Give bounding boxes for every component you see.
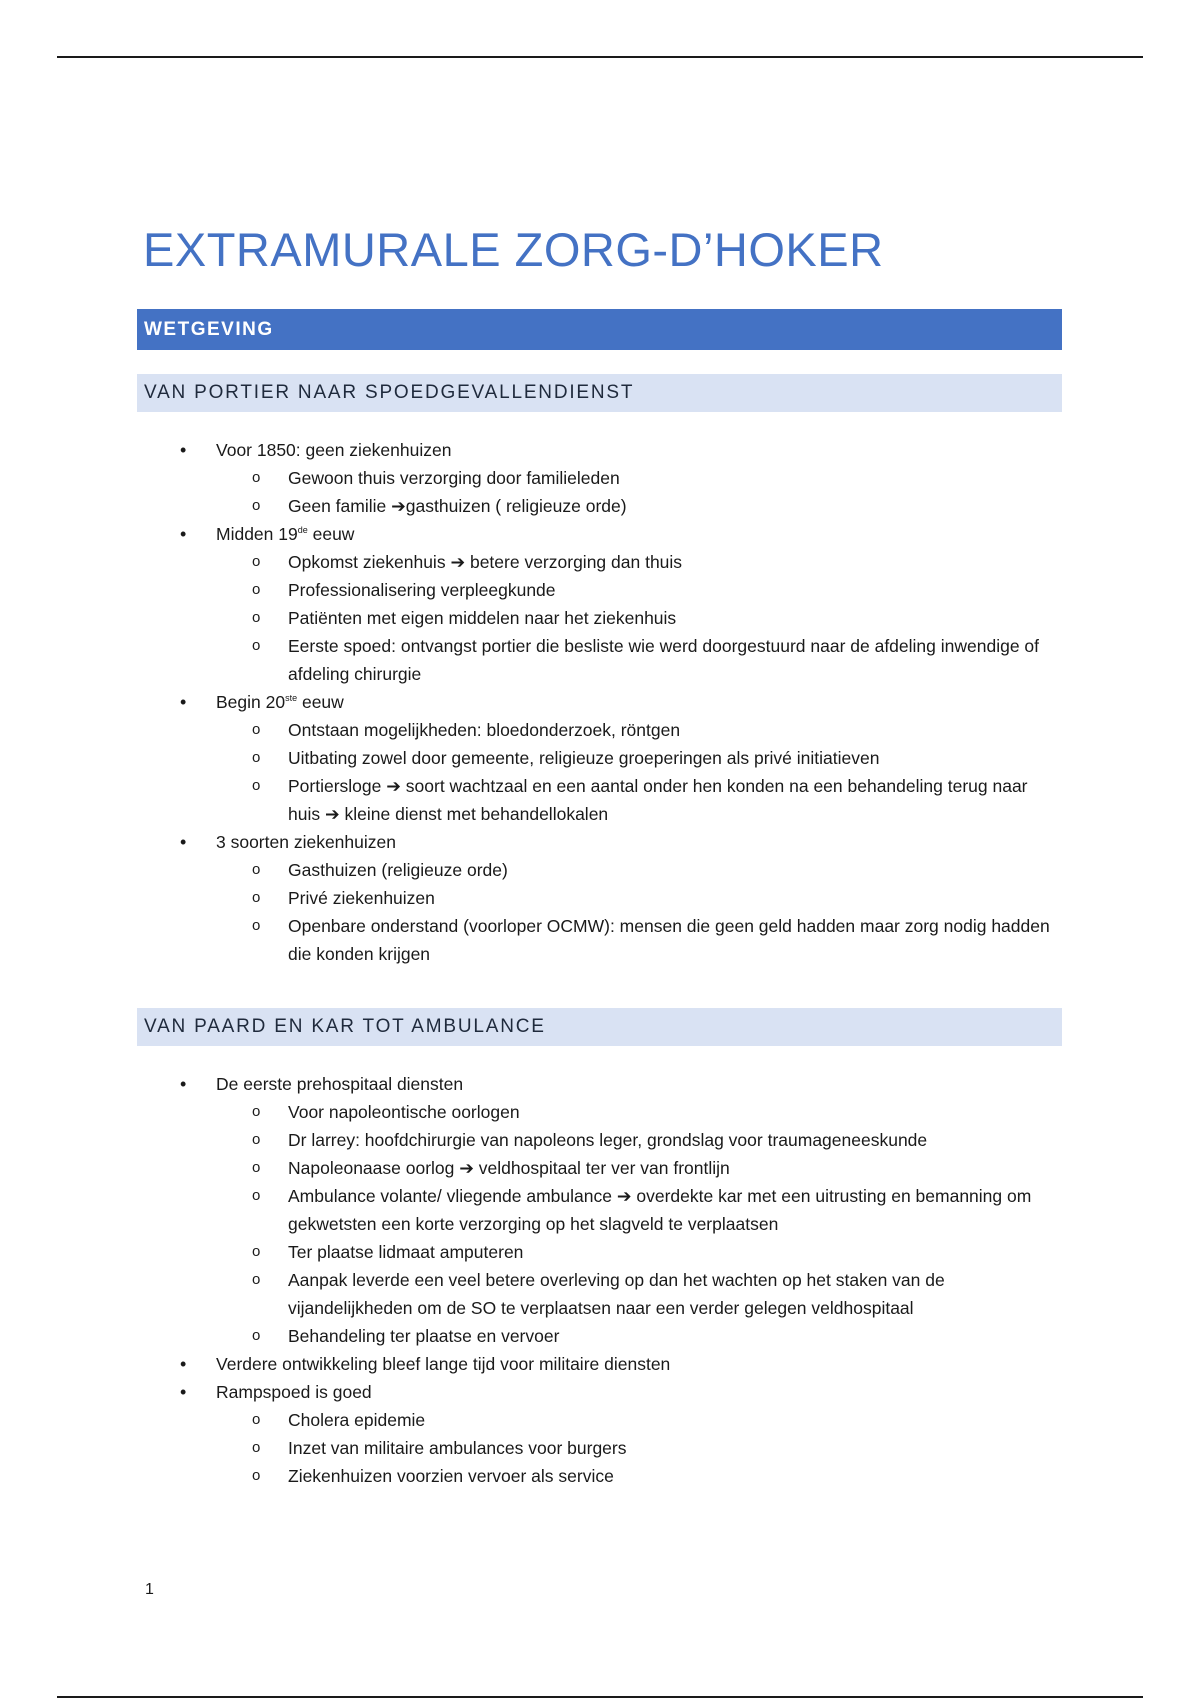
sub-item-text: Ter plaatse lidmaat amputeren	[288, 1242, 524, 1262]
circle-bullet-icon: o	[252, 917, 261, 934]
sub-list-item	[0, 1098, 1200, 1126]
list-item-text: eeuw	[307, 524, 355, 544]
sub-list-item	[0, 464, 1200, 492]
sub-item-text: veldhospitaal ter ver van frontlijn	[473, 1158, 730, 1178]
sub-item-text: soort wachtzaal en een aantal onder hen konden na een behandeling terug naar huis	[288, 776, 1028, 824]
circle-bullet-icon: o	[252, 1103, 261, 1120]
list-item	[0, 436, 1200, 464]
list-item	[0, 1350, 1200, 1378]
list-item-text: Verdere ontwikkeling bleef lange tijd voor militaire diensten	[216, 1354, 671, 1374]
ordinal-suffix: ste	[285, 693, 298, 704]
sub-list-item	[0, 884, 1200, 912]
circle-bullet-icon: o	[252, 1159, 261, 1176]
circle-bullet-icon: o	[252, 1411, 261, 1428]
sub-item-text: Openbare onderstand (voorloper OCMW): mensen die geen geld hadden maar zorg nodig hadden die konden krijgen	[288, 916, 1050, 964]
sub-list-item	[0, 1238, 1200, 1266]
sub-item-text: Ambulance volante/ vliegende ambulance	[288, 1186, 617, 1206]
bullet-icon: •	[180, 832, 187, 852]
sub-list-item	[0, 1182, 1200, 1238]
sub-list-item	[0, 1462, 1200, 1490]
sub-list-item	[0, 1126, 1200, 1154]
list-item	[0, 520, 1200, 548]
sub-item-text: Behandeling ter plaatse en vervoer	[288, 1326, 560, 1346]
list-item-text: 3 soorten ziekenhuizen	[216, 832, 396, 852]
sub-list-item	[0, 912, 1200, 968]
bullet-icon: •	[180, 1382, 187, 1402]
sub-item-text: Aanpak leverde een veel betere overleving op dan het wachten op het staken van de vijandelijkheden om de SO te verplaatsen naar een verder gelegen veldhospitaal	[288, 1270, 945, 1318]
circle-bullet-icon: o	[252, 609, 261, 626]
sub-list-item	[0, 492, 1200, 520]
sub-item-text: Voor napoleontische oorlogen	[288, 1102, 520, 1122]
circle-bullet-icon: o	[252, 581, 261, 598]
sub-item-text: kleine dienst met behandellokalen	[339, 804, 609, 824]
list-item-text: De eerste prehospitaal diensten	[216, 1074, 464, 1094]
sub-item-text: Professionalisering verpleegkunde	[288, 580, 556, 600]
sub-list-item	[0, 1322, 1200, 1350]
list-item-text: Rampspoed is goed	[216, 1382, 372, 1402]
circle-bullet-icon: o	[252, 469, 261, 486]
bullet-icon: •	[180, 1354, 187, 1374]
list-item-text: eeuw	[297, 692, 344, 712]
sub-list-item	[0, 716, 1200, 744]
circle-bullet-icon: o	[252, 1243, 261, 1260]
circle-bullet-icon: o	[252, 1327, 261, 1344]
bullet-icon: •	[180, 692, 187, 712]
sub-item-text: gasthuizen ( religieuze orde)	[405, 496, 627, 516]
sub-list-item	[0, 1406, 1200, 1434]
list-item	[0, 1378, 1200, 1406]
heading-section-1: VAN PORTIER NAAR SPOEDGEVALLENDIENST	[137, 374, 1062, 412]
circle-bullet-icon: o	[252, 861, 261, 878]
circle-bullet-icon: o	[252, 1187, 261, 1204]
list-item	[0, 1070, 1200, 1098]
sub-item-text: Portiersloge	[288, 776, 387, 796]
sub-list-item	[0, 604, 1200, 632]
circle-bullet-icon: o	[252, 749, 261, 766]
sub-item-text: Napoleonaase oorlog	[288, 1158, 460, 1178]
page-number: 1	[145, 1581, 154, 1598]
circle-bullet-icon: o	[252, 1271, 261, 1288]
circle-bullet-icon: o	[252, 553, 261, 570]
arrow-right-icon: ➔	[386, 776, 401, 796]
circle-bullet-icon: o	[252, 1439, 261, 1456]
sub-item-text: Gewoon thuis verzorging door familieleden	[288, 468, 620, 488]
sub-item-text: betere verzorging dan thuis	[465, 552, 683, 572]
sub-list-item	[0, 1266, 1200, 1322]
sub-list-item	[0, 1154, 1200, 1182]
circle-bullet-icon: o	[252, 637, 261, 654]
sub-item-text: overdekte kar met een uitrusting en bemanning om gekwetsten een korte verzorging op het slagveld te verplaatsen	[288, 1186, 1032, 1234]
heading-wetgeving: WETGEVING	[137, 309, 1062, 350]
sub-item-text: Geen familie	[288, 496, 392, 516]
sub-item-text: Uitbating zowel door gemeente, religieuze groeperingen als privé initiatieven	[288, 748, 880, 768]
sub-list-item	[0, 744, 1200, 772]
circle-bullet-icon: o	[252, 1131, 261, 1148]
sub-list-item	[0, 1434, 1200, 1462]
list-item	[0, 828, 1200, 856]
circle-bullet-icon: o	[252, 721, 261, 738]
sub-list-item	[0, 632, 1200, 688]
bullet-icon: •	[180, 440, 187, 460]
sub-item-text: Cholera epidemie	[288, 1410, 426, 1430]
sub-item-text: Dr larrey: hoofdchirurgie van napoleons leger, grondslag voor traumageneeskunde	[288, 1130, 928, 1150]
arrow-right-icon: ➔	[324, 804, 340, 824]
circle-bullet-icon: o	[252, 777, 261, 794]
heading-section-2: VAN PAARD EN KAR TOT AMBULANCE	[137, 1008, 1062, 1046]
sub-item-text: Ziekenhuizen voorzien vervoer als service	[288, 1466, 614, 1486]
footer-rule	[57, 1696, 1143, 1698]
header-rule	[57, 56, 1143, 58]
sub-list-item	[0, 772, 1200, 828]
sub-item-text: Ontstaan mogelijkheden: bloedonderzoek, röntgen	[288, 720, 681, 740]
section-1-list	[0, 436, 1200, 968]
arrow-right-icon: ➔	[459, 1158, 474, 1178]
arrow-right-icon: ➔	[450, 552, 466, 572]
list-item	[0, 688, 1200, 716]
list-item-text: Begin 20	[216, 692, 286, 712]
list-item-text: Voor 1850: geen ziekenhuizen	[216, 440, 452, 460]
arrow-right-icon: ➔	[391, 496, 406, 516]
sub-list-item	[0, 576, 1200, 604]
sub-item-text: Privé ziekenhuizen	[288, 888, 435, 908]
sub-list-item	[0, 856, 1200, 884]
list-item-text: Midden 19	[216, 524, 298, 544]
sub-item-text: Opkomst ziekenhuis	[288, 552, 451, 572]
section-2-list	[0, 1070, 1200, 1490]
bullet-icon: •	[180, 524, 187, 544]
arrow-right-icon: ➔	[616, 1186, 632, 1206]
circle-bullet-icon: o	[252, 497, 261, 514]
sub-list-item	[0, 548, 1200, 576]
circle-bullet-icon: o	[252, 1467, 261, 1484]
circle-bullet-icon: o	[252, 889, 261, 906]
bullet-icon: •	[180, 1074, 187, 1094]
sub-item-text: Gasthuizen (religieuze orde)	[288, 860, 508, 880]
ordinal-suffix: de	[297, 525, 308, 536]
sub-item-text: Eerste spoed: ontvangst portier die besliste wie werd doorgestuurd naar de afdeling inwendige of afdeling chirurgie	[288, 636, 1040, 684]
document-title: EXTRAMURALE ZORG-D’HOKER	[143, 223, 884, 276]
sub-item-text: Inzet van militaire ambulances voor burgers	[288, 1438, 627, 1458]
sub-item-text: Patiënten met eigen middelen naar het ziekenhuis	[288, 608, 677, 628]
